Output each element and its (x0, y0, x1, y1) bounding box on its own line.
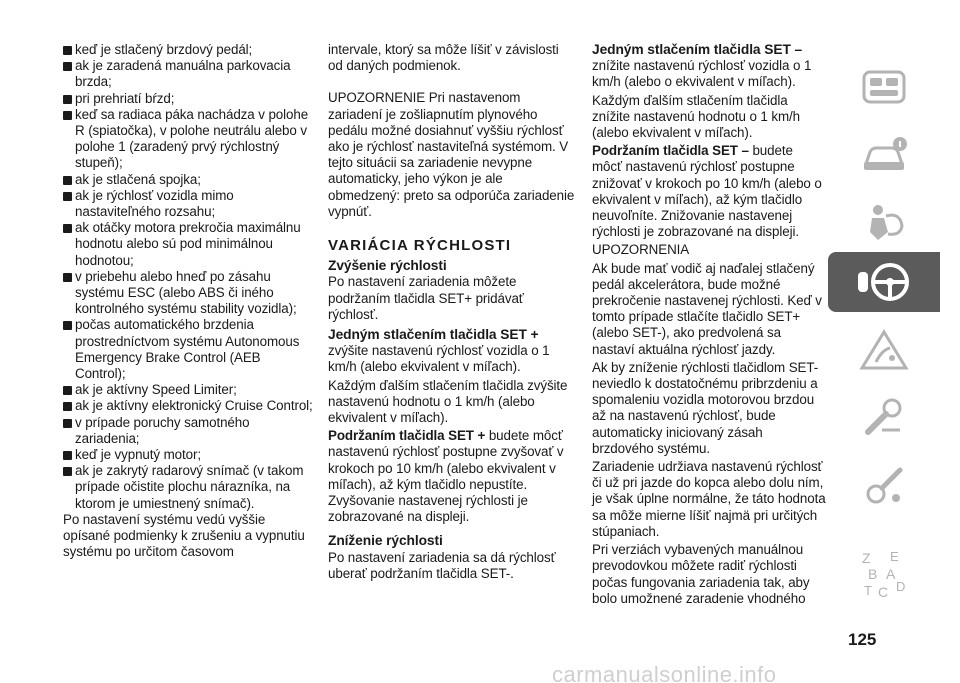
tab-service[interactable] (828, 456, 940, 516)
tab-safety[interactable] (828, 194, 940, 254)
subsection-title: Jedným stlačením tlačidla SET – (592, 42, 803, 57)
page-number: 125 (848, 630, 877, 649)
subsection-title: Jedným stlačením tlačidla SET + (328, 327, 539, 343)
list-item: ak je zaradená manuálna parkovacia brzda; (63, 58, 313, 90)
body-paragraph: Každým ďalším stlačením tlačidla znížite nastavenú hodnotu o 1 km/h (alebo ekvivalent v míľach). (592, 92, 801, 141)
index-letter: E (890, 549, 899, 564)
tab-starting-driving[interactable] (828, 252, 940, 312)
body-paragraph: Po nastavení zariadenia sa dá rýchlosť uberať podržaním tlačidla SET-. (328, 549, 556, 581)
warning-road-icon (856, 328, 912, 372)
inline-text: budete môcť nastavenú rýchlosť postupne zvyšovať v krokoch po 10 km/h (alebo ekvivalent v míľach), až kým tlačidlo nepustíte. Zvyšovanie nastavenej rýchlosti je zobrazované na displeji. (328, 428, 564, 525)
body-paragraph: Pri verziách vybavených manuálnou prevodovkou môžete radiť rýchlosti počas fungovania zariadenia tak, aby bolo umožnené zaradenie vhodného (592, 542, 810, 606)
index-letter: Z (862, 550, 871, 566)
tab-warnings[interactable] (828, 320, 940, 380)
list-item: ak je aktívny Speed Limiter; (63, 382, 313, 398)
list-item: v prípade poruchy samotného zariadenia; (63, 415, 313, 447)
body-paragraph: znížite nastavenú rýchlosť vozidla o 1 km/h (alebo o ekvivalent v míľach). (592, 58, 812, 90)
index-letter: C (878, 584, 889, 600)
index-letters-icon (856, 538, 912, 608)
dashboard-icon (856, 66, 912, 110)
body-paragraph: intervale, ktorý sa môže líšiť v závislosti od daných podmienok. (328, 42, 559, 74)
tab-emergency[interactable] (828, 388, 940, 448)
warning-label: UPOZORNENIA (592, 242, 690, 258)
list-item: v priebehu alebo hneď po zásahu systému ESC (alebo ABS či iného kontrolného systému stability vozidla); (63, 269, 313, 318)
column-1 (63, 42, 313, 563)
list-item: ak je rýchlosť vozidla mimo nastaviteľného rozsahu; (63, 188, 313, 220)
steering-wheel-icon (856, 260, 912, 304)
subsection-title: Zníženie rýchlosti (328, 533, 443, 549)
index-letter: A (886, 566, 896, 582)
tab-dashboard[interactable] (828, 58, 940, 118)
subsection-title: Zvýšenie rýchlosti (328, 258, 447, 274)
list-item: počas automatického brzdenia prostredníctvom systému Autonomous Emergency Brake Control (AEB Control); (63, 317, 313, 382)
inline-heading: Podržaním tlačidla SET – (592, 143, 749, 159)
list-item: ak je zakrytý radarový snímač (v takom prípade očistite plochu nárazníka, na ktorom je umiestnený snímač). (63, 463, 313, 512)
inline-heading: Podržaním tlačidla SET + (328, 428, 486, 444)
list-item: keď je vypnutý motor; (63, 447, 313, 463)
column-3 (592, 42, 826, 609)
body-paragraph (592, 143, 826, 240)
inline-text: budete môcť nastavenú rýchlosť postupne znižovať v krokoch po 10 km/h (alebo o ekvivalent v míľach), až kým tlačidlo neuvoľníte. Znižovanie nastavenej rýchlosti je zobrazované na displeji. (592, 143, 822, 240)
body-paragraph: Po nastavení systému vedú vyššie opísané podmienky k zrušeniu a vypnutiu systému po určitom časovom (63, 511, 305, 560)
column-2 (328, 42, 576, 584)
list-item: ak otáčky motora prekročia maximálnu hodnotu alebo sú pod minimálnou hodnotou; (63, 220, 313, 269)
list-item: keď sa radiaca páka nachádza v polohe R (spiatočka), v polohe neutrálu alebo v polohe 1 (zaradený prvý rýchlostný stupeň); (63, 107, 313, 172)
index-letter: D (896, 579, 906, 594)
tab-index[interactable] (828, 528, 940, 618)
body-paragraph: Po nastavení zariadenia môžete podržaním tlačidla SET+ pridávať rýchlosť. (328, 274, 524, 322)
warning-paragraph: UPOZORNENIE Pri nastavenom zariadení je zošliapnutím plynového pedálu možné dosiahnuť vyššiu rýchlosť ako je rýchlosť nastaviteľná systémom. V tejto situácii sa zariadenie nevypne automaticky, jeho výkon je ale obmedzený: preto sa odporúča zariadenie vypnúť. (328, 90, 575, 219)
emergency-tools-icon (856, 396, 912, 440)
list-item: ak je stlačená spojka; (63, 172, 313, 188)
watermark: carmanualsonline.info (552, 662, 777, 683)
list-item: ak je aktívny elektronický Cruise Control; (63, 398, 313, 414)
body-paragraph: Zariadenie udržiava nastavenú rýchlosť či už pri jazde do kopca alebo dolu ním, je však úplne normálne, že táto hodnota sa môže mierne líšiť najmä pri určitých stúpaniach. (592, 459, 826, 539)
section-title: VARIÁCIA RÝCHLOSTI (328, 237, 512, 255)
airbag-safety-icon (856, 202, 912, 246)
list-item: pri prehriatí bŕzd; (63, 91, 313, 107)
car-info-icon (856, 134, 912, 178)
body-paragraph (328, 428, 576, 525)
service-wrench-icon (856, 464, 912, 508)
body-paragraph: Ak bude mať vodič aj naďalej stlačený pedál akcelerátora, bude možné prekročenie nastavenej rýchlosti. Keď v tomto prípade stlačíte tlačidlo SET+ (alebo SET-), ako predvolená sa nastaví aktuálna rýchlosť jazdy. (592, 260, 822, 357)
tab-car-info[interactable] (828, 126, 940, 186)
index-letter: T (864, 583, 872, 598)
body-paragraph: Každým ďalším stlačením tlačidla zvýšite nastavenú hodnotu o 1 km/h (alebo ekvivalent v míľach). (328, 377, 568, 426)
body-paragraph: zvýšite nastavenú rýchlosť vozidla o 1 km/h (alebo ekvivalent v míľach). (328, 343, 550, 375)
body-paragraph: Ak by zníženie rýchlosti tlačidlom SET- neviedlo k dostatočnému pribrzdeniu a spomaleniu vozidla motorovou brzdou až na nastavenú rýchlosť, bude automaticky iniciovaný zásah brzdového systému. (592, 359, 819, 456)
index-letter: B (868, 566, 878, 582)
list-item: keď je stlačený brzdový pedál; (63, 42, 313, 58)
chapter-sidebar (828, 58, 940, 626)
